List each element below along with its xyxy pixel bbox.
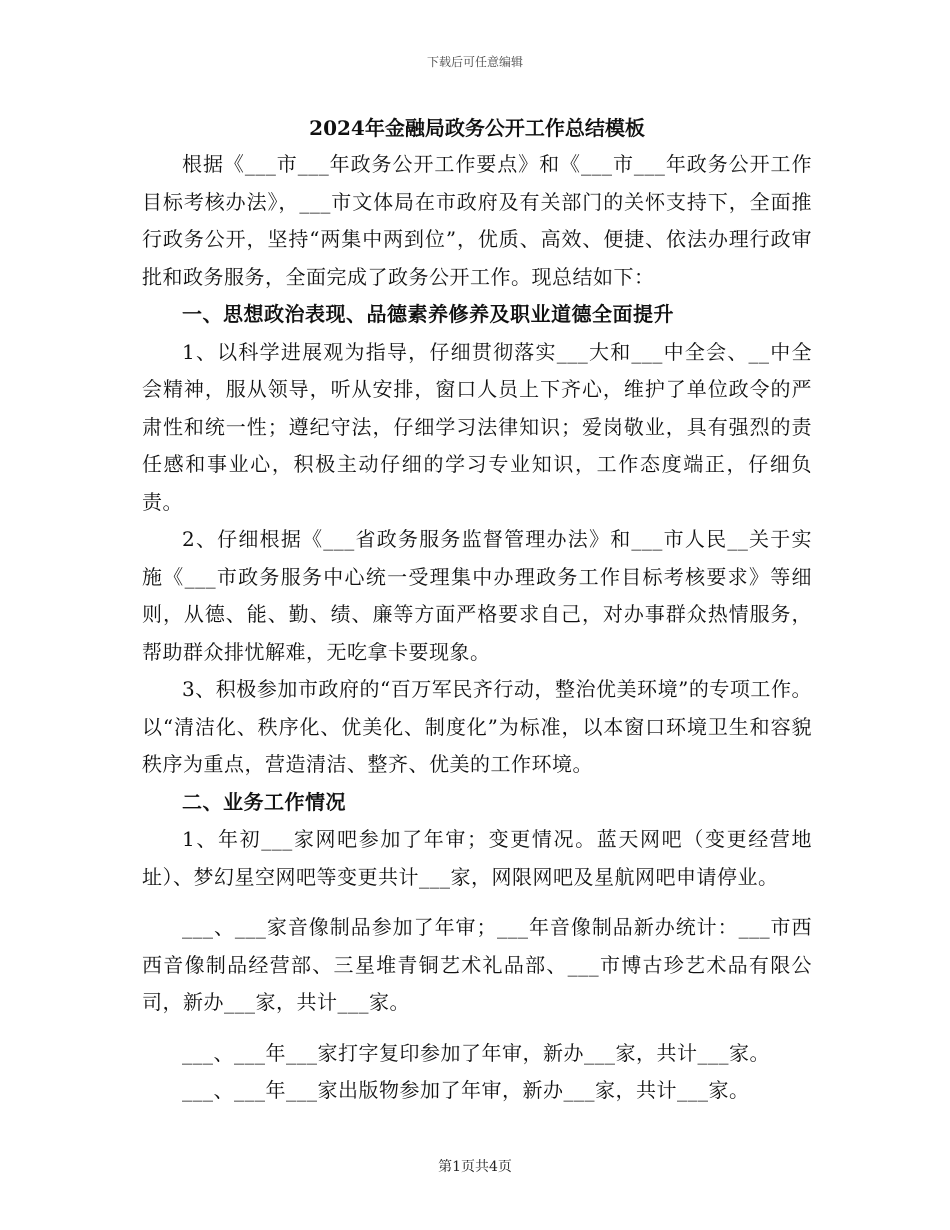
document-title: 2024年金融局政务公开工作总结模板 xyxy=(309,116,645,140)
paragraph-1: 1、以科学进展观为指导，仔细贯彻落实___大和___中全会、__中全会精神，服从领导，听从安排，窗口人员上下齐心，维护了单位政令的严肃性和统一性；遵纪守法，仔细学习法律知识；爱岗敬业，具有强烈的责任感和事业心，积极主动仔细的学习专业知识，工作态度端正，仔细负责。 xyxy=(142,339,812,514)
intro-paragraph: 根据《___市___年政务公开工作要点》和《___市___年政务公开工作目标考核办法》，___市文体局在市政府及有关部门的关怀支持下，全面推行政务公开，坚持“两集中两到位”，优质、高效、便捷、依法办理行政审批和政务服务，全面完成了政务公开工作。现总结如下： xyxy=(142,152,812,289)
header-note: 下载后可任意编辑 xyxy=(426,55,523,69)
paragraph-4: 1、年初___家网吧参加了年审；变更情况。蓝天网吧（变更经营地址）、梦幻星空网吧等变更共计___家，网限网吧及星航网吧申请停业。 xyxy=(142,827,812,889)
section-heading-2: 二、业务工作情况 xyxy=(182,789,346,814)
page-number-footer: 第1页共4页 xyxy=(438,1159,512,1175)
paragraph-2: 2、仔细根据《___省政务服务监督管理办法》和___市人民__关于实施《___市政务服务中心统一受理集中办理政务工作目标考核要求》等细则，从德、能、勤、绩、廉等方面严格要求自己，对办事群众热情服务，帮助群众排忧解难，无吃拿卡要现象。 xyxy=(142,527,812,664)
paragraph-7: ___、___年___家出版物参加了年审，新办___家，共计___家。 xyxy=(182,1078,750,1102)
paragraph-6: ___、___年___家打字复印参加了年审，新办___家，共计___家。 xyxy=(182,1040,770,1065)
document-body xyxy=(142,110,812,1110)
paragraph-5: ___、___家音像制品参加了年审；___年音像制品新办统计：___市西西音像制品经营部、三星堆青铜艺术礼品部、___市博古珍艺术品有限公司，新办___家，共计___家。 xyxy=(142,915,812,1014)
section-heading-1: 一、思想政治表现、品德素养修养及职业道德全面提升 xyxy=(182,302,674,326)
paragraph-3: 3、积极参加市政府的“百万军民齐行动，整治优美环境”的专项工作。以“清洁化、秩序化、优美化、制度化”为标准，以本窗口环境卫生和容貌秩序为重点，营造清洁、整齐、优美的工作环境。 xyxy=(142,677,812,776)
